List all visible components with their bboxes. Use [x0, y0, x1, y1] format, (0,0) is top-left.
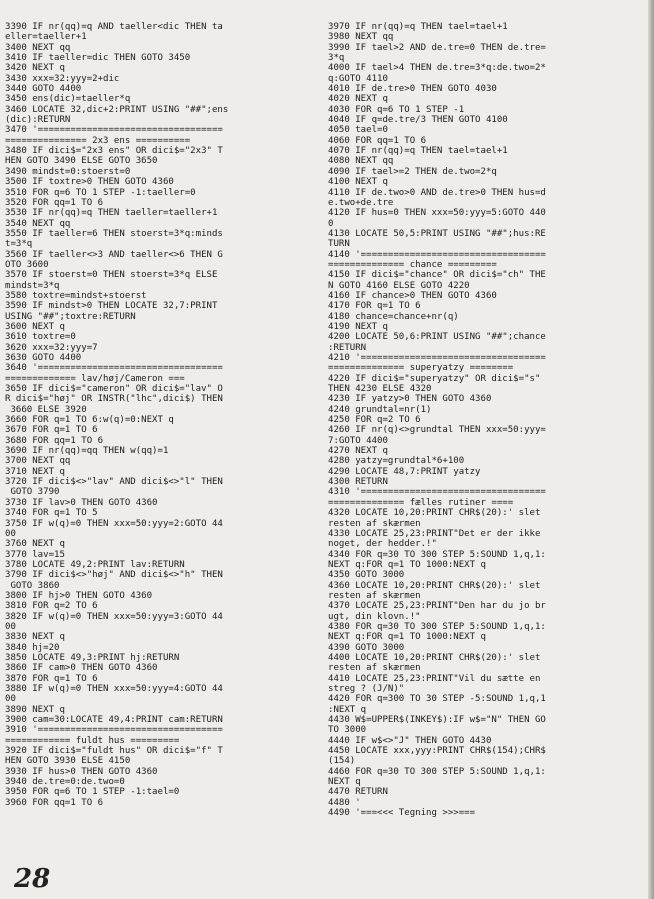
code-line: OTO 3600	[5, 259, 49, 270]
code-line: 4320 LOCATE 10,20:PRINT CHR$(20):' slet	[328, 508, 541, 519]
code-line: noget, der hedder.!"	[328, 539, 437, 550]
code-line: 4360 LOCATE 10,20:PRINT CHR$(20):' slet	[328, 580, 541, 591]
code-line: 4010 IF de.tre>0 THEN GOTO 4030	[328, 84, 497, 95]
code-line: THEN 4230 ELSE 4320	[328, 384, 432, 395]
code-line: 4340 FOR q=30 TO 300 STEP 5:SOUND 1,q,1:	[328, 549, 546, 560]
code-line: :NEXT q	[328, 704, 367, 715]
code-line: 3410 IF taeller=dic THEN GOTO 3450	[5, 53, 191, 64]
code-line: :RETURN	[328, 342, 367, 353]
code-line: 4410 LOCATE 25,23:PRINT"Vil du sætte en	[328, 673, 541, 684]
code-line: 4370 LOCATE 25,23:PRINT"Den har du jo br	[328, 601, 546, 612]
code-line: 3420 NEXT q	[5, 63, 65, 74]
code-line: resten af skærmen	[328, 663, 421, 674]
code-line: 4390 GOTO 3000	[328, 642, 405, 653]
code-line: 3480 IF dici$="2x3 ens" OR dici$="2x3" T	[5, 146, 223, 157]
page-number: 28	[14, 864, 51, 894]
code-line: 4190 NEXT q	[328, 321, 388, 332]
code-line: GOTO 3790	[5, 487, 60, 498]
code-line: 3700 NEXT qq	[5, 456, 71, 467]
code-line: 4070 IF nr(qq)=q THEN tael=tael+1	[328, 146, 508, 157]
code-line: 4050 tael=0	[328, 125, 388, 136]
code-line: mindst=3*q	[5, 280, 60, 291]
code-line: R dici$="høj" OR INSTR("lhc",dici$) THEN	[5, 394, 223, 405]
code-line: ============ fuldt hus =========	[5, 735, 180, 746]
code-line: 3960 FOR qq=1 TO 6	[5, 797, 104, 808]
code-line: 3770 lav=15	[5, 549, 65, 560]
code-line: 4330 LOCATE 25,23:PRINT"Det er der ikke	[328, 528, 541, 539]
code-line: 4160 IF chance>0 THEN GOTO 4360	[328, 290, 497, 301]
code-line: 3920 IF dici$="fuldt hus" OR dici$="f" T	[5, 746, 223, 757]
code-line: 3460 LOCATE 32,dic+2:PRINT USING "##";ens	[5, 104, 229, 115]
code-line: 4020 NEXT q	[328, 94, 388, 105]
code-line: 3580 toxtre=mindst+stoerst	[5, 290, 147, 301]
code-line: 3860 IF cam>0 THEN GOTO 4360	[5, 663, 158, 674]
code-line: 4170 FOR q=1 TO 6	[328, 301, 421, 312]
code-line: 3760 NEXT q	[5, 539, 65, 550]
code-line: 3930 IF hus>0 THEN GOTO 4360	[5, 766, 158, 777]
code-line: 4080 NEXT qq	[328, 156, 394, 167]
code-line: =============== 2x3 ens ==========	[5, 135, 191, 146]
code-line: 4480 '	[328, 797, 361, 808]
code-line: (dic):RETURN	[5, 115, 71, 126]
code-line: 4060 FOR qq=1 TO 6	[328, 135, 427, 146]
code-line: NEXT q	[328, 777, 361, 788]
code-line: 00	[5, 528, 16, 539]
code-line: 3670 FOR q=1 TO 6	[5, 425, 98, 436]
code-line: 4270 NEXT q	[328, 446, 388, 457]
code-line: 3810 FOR q=2 TO 6	[5, 601, 98, 612]
code-line: 4450 LOCATE xxx,yyy:PRINT CHR$(154);CHR$	[328, 746, 546, 757]
code-line: 3720 IF dici$<>"lav" AND dici$<>"l" THEN	[5, 477, 223, 488]
code-line: 3940 de.tre=0:de.two=0	[5, 777, 125, 788]
code-line: 3600 NEXT q	[5, 321, 65, 332]
code-line: 3820 IF w(q)=0 THEN xxx=50:yyy=3:GOTO 44	[5, 611, 223, 622]
code-line: 4430 W$=UPPER$(INKEY$):IF w$="N" THEN GO	[328, 715, 546, 726]
code-line: resten af skærmen	[328, 590, 421, 601]
code-line: 3490 mindst=0:stoerst=0	[5, 166, 131, 177]
code-line: t=3*q	[5, 239, 33, 250]
code-line: e.two+de.tre	[328, 197, 394, 208]
code-line: ============== chance =========	[328, 259, 497, 270]
code-line: GOTO 3860	[5, 580, 60, 591]
code-line: 4490 '===<<< Tegning >>>===	[328, 808, 476, 819]
code-line: streg ? (J/N)"	[328, 684, 405, 694]
code-line: 4310 '==================================	[328, 487, 546, 498]
code-line: 4440 IF w$<>"J" THEN GOTO 4430	[328, 735, 492, 746]
code-line: 3640 '==================================	[5, 363, 223, 374]
code-line: 4280 yatzy=grundtal*6+100	[328, 456, 465, 467]
code-line: 3900 cam=30:LOCATE 49,4:PRINT cam:RETURN	[5, 715, 223, 726]
code-line: 4400 LOCATE 10,20:PRINT CHR$(20):' slet	[328, 652, 541, 663]
code-line: 3450 ens(dic)=taeller*q	[5, 94, 131, 105]
code-line: 3730 IF lav>0 THEN GOTO 4360	[5, 497, 158, 508]
code-line: 4250 FOR q=2 TO 6	[328, 415, 421, 426]
code-line: 4230 IF yatzy>0 THEN GOTO 4360	[328, 394, 492, 405]
code-line: 3910 '==================================	[5, 725, 223, 736]
code-line: 4150 IF dici$="chance" OR dici$="ch" THE	[328, 270, 546, 281]
code-line: USING "##";toxtre:RETURN	[5, 311, 136, 322]
page-edge-shadow	[648, 0, 654, 899]
code-line: 3660 FOR q=1 TO 6:w(q)=0:NEXT q	[5, 415, 174, 426]
code-line: 4200 LOCATE 50,6:PRINT USING "##";chance	[328, 332, 546, 343]
code-line: TO 3000	[328, 725, 367, 736]
code-line: 4290 LOCATE 48,7:PRINT yatzy	[328, 466, 481, 477]
code-line: 0	[328, 218, 334, 229]
right-code-column	[328, 22, 633, 818]
code-line: ============= lav/høj/Cameron ===	[5, 373, 185, 384]
code-line: 3680 FOR qq=1 TO 6	[5, 435, 104, 446]
code-line: 3970 IF nr(qq)=q THEN tael=tael+1	[328, 22, 508, 32]
code-line: 4030 FOR q=6 TO 1 STEP -1	[328, 104, 465, 115]
code-line: 3400 NEXT qq	[5, 42, 71, 53]
code-line: 4000 IF tael>4 THEN de.tre=3*q:de.two=2*	[328, 63, 546, 74]
code-line: 4260 IF nr(q)<>grundtal THEN xxx=50:yyy=	[328, 425, 546, 436]
code-line: 3840 hj=20	[5, 642, 60, 653]
code-line: 3550 IF taeller=6 THEN stoerst=3*q:minds	[5, 228, 223, 239]
code-line: resten af skærmen	[328, 518, 421, 529]
code-line: 3890 NEXT q	[5, 704, 65, 715]
code-line: 4110 IF de.two>0 AND de.tre>0 THEN hus=d	[328, 187, 546, 198]
code-line: 3390 IF nr(qq)=q AND taeller<dic THEN ta	[5, 22, 223, 32]
code-line: 3790 IF dici$<>"høj" AND dici$<>"h" THEN	[5, 570, 223, 581]
code-line: 3520 FOR qq=1 TO 6	[5, 197, 104, 208]
code-line: 3710 NEXT q	[5, 466, 65, 477]
code-line: 3740 FOR q=1 TO 5	[5, 508, 98, 519]
code-line: eller=taeller+1	[5, 32, 87, 43]
code-line: 4090 IF tael>=2 THEN de.two=2*q	[328, 166, 497, 177]
code-line: 3470 '==================================	[5, 125, 223, 136]
code-line: 3650 IF dici$="cameron" OR dici$="lav" O	[5, 384, 223, 395]
code-line: 7:GOTO 4400	[328, 435, 388, 446]
code-line: 3660 ELSE 3920	[5, 404, 87, 415]
code-line: 4180 chance=chance+nr(q)	[328, 311, 459, 322]
code-line: 4100 NEXT q	[328, 177, 388, 188]
code-line: 3430 xxx=32:yyy=2+dic	[5, 73, 120, 84]
code-line: 3950 FOR q=6 TO 1 STEP -1:tael=0	[5, 787, 180, 798]
code-line: 4220 IF dici$="superyatzy" OR dici$="s"	[328, 373, 541, 384]
code-line: 4130 LOCATE 50,5:PRINT USING "##";hus:RE	[328, 228, 546, 239]
code-line: 3690 IF nr(qq)=qq THEN w(qq)=1	[5, 446, 169, 457]
code-line: 4380 FOR q=30 TO 300 STEP 5:SOUND 1,q,1:	[328, 621, 546, 632]
code-line: 3980 NEXT qq	[328, 32, 394, 43]
code-line: 3830 NEXT q	[5, 632, 65, 643]
code-line: 4420 FOR q=300 TO 30 STEP -5:SOUND 1,q,1	[328, 694, 546, 705]
code-line: 4040 IF q=de.tre/3 THEN GOTO 4100	[328, 115, 508, 126]
code-line: 4210 '==================================	[328, 353, 546, 363]
code-line: 4240 grundtal=nr(1)	[328, 404, 432, 415]
code-line: 3620 xxx=32:yyy=7	[5, 342, 98, 353]
code-line: 3870 FOR q=1 TO 6	[5, 673, 98, 684]
code-line: 00	[5, 621, 16, 632]
code-line: 3880 IF w(q)=0 THEN xxx=50:yyy=4:GOTO 44	[5, 684, 223, 694]
code-line: NEXT q:FOR q=1 TO 1000:NEXT q	[328, 632, 486, 643]
code-line: 3750 IF w(q)=0 THEN xxx=50:yyy=2:GOTO 44	[5, 518, 223, 529]
code-line: (154)	[328, 756, 356, 767]
code-line: 3850 LOCATE 49,3:PRINT hj:RETURN	[5, 652, 180, 663]
code-line: 3630 GOTO 4400	[5, 353, 82, 363]
code-line: 3500 IF toxtre>0 THEN GOTO 4360	[5, 177, 174, 188]
code-line: ============== fælles rutiner ====	[328, 497, 514, 508]
code-line: ============== superyatzy ========	[328, 363, 514, 374]
code-line: 00	[5, 694, 16, 705]
code-line: q:GOTO 4110	[328, 73, 388, 84]
code-line: HEN GOTO 3930 ELSE 4150	[5, 756, 131, 767]
code-line: 3800 IF hj>0 THEN GOTO 4360	[5, 590, 153, 601]
code-line: TURN	[328, 239, 350, 250]
code-line: 3*q	[328, 53, 345, 64]
code-line: NEXT q:FOR q=1 TO 1000:NEXT q	[328, 559, 486, 570]
code-line: N GOTO 4160 ELSE GOTO 4220	[328, 280, 470, 291]
code-line: 3590 IF mindst>0 THEN LOCATE 32,7:PRINT	[5, 301, 218, 312]
code-line: 3610 toxtre=0	[5, 332, 76, 343]
code-line: 4120 IF hus=0 THEN xxx=50:yyy=5:GOTO 440	[328, 208, 546, 219]
code-line: 4140 '==================================	[328, 249, 546, 260]
code-line: 3570 IF stoerst=0 THEN stoerst=3*q ELSE	[5, 270, 218, 281]
code-line: 3560 IF taeller<>3 AND taeller<>6 THEN G	[5, 249, 223, 260]
code-line: 3780 LOCATE 49,2:PRINT lav:RETURN	[5, 559, 185, 570]
code-line: 3530 IF nr(qq)=q THEN taeller=taeller+1	[5, 208, 218, 219]
code-line: 3440 GOTO 4400	[5, 84, 82, 95]
code-line: 4300 RETURN	[328, 477, 388, 488]
left-code-column	[5, 22, 305, 808]
code-line: 4460 FOR q=30 TO 300 STEP 5:SOUND 1,q,1:	[328, 766, 546, 777]
code-line: HEN GOTO 3490 ELSE GOTO 3650	[5, 156, 158, 167]
code-line: 4350 GOTO 3000	[328, 570, 405, 581]
code-line: 3540 NEXT qq	[5, 218, 71, 229]
code-line: 3510 FOR q=6 TO 1 STEP -1:taeller=0	[5, 187, 196, 198]
code-line: ugt, din klovn.!"	[328, 611, 421, 622]
code-line: 4470 RETURN	[328, 787, 388, 798]
code-line: 3990 IF tael>2 AND de.tre=0 THEN de.tre=	[328, 42, 546, 53]
